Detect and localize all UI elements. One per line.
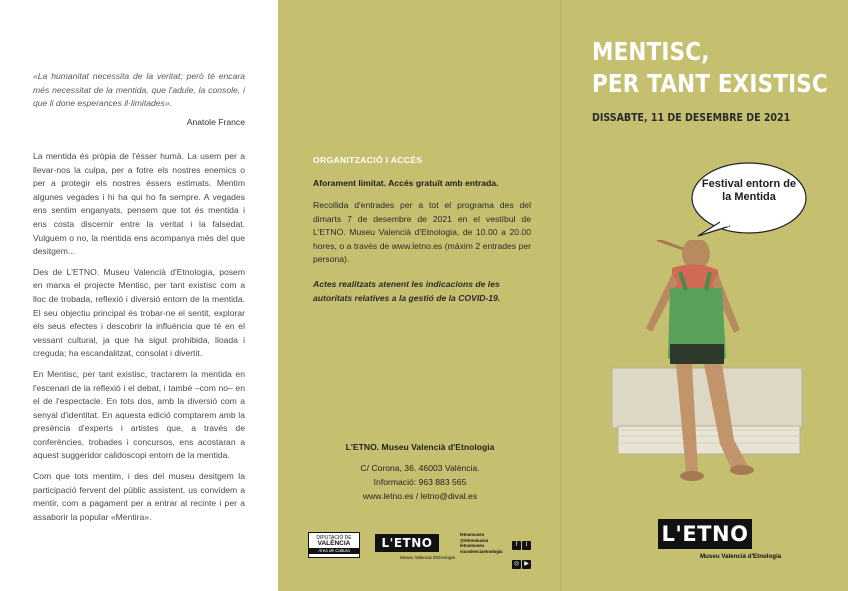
- museum-web-email: www.letno.es / letno@dival.es: [362, 491, 478, 501]
- quote-author: Anatole France: [186, 117, 245, 127]
- diputacio-line1: DIPUTACIÓ DE: [316, 535, 352, 541]
- page-title: [592, 36, 828, 100]
- diputacio-area: Àrea de Cultura: [309, 548, 359, 554]
- paragraph-4: Com que tots mentim, i des del museu desitgem la participació fervent del públic assistent, us convidem a mentir, com a pagament per a entrar al recinte i per a assaborir la popular «Mentira».: [33, 471, 245, 522]
- instagram-icon[interactable]: ◎: [513, 561, 520, 567]
- pinocchio-figure: [600, 240, 815, 495]
- facebook-icon[interactable]: f: [512, 541, 521, 550]
- epigraph-quote: «La humanitat necessita de la veritat; però té encara més necessitat de la mentida, que l'adule, la console, i que li done esperances il·limitades».: [33, 71, 245, 108]
- etno-logo: L'ETNO: [658, 519, 752, 549]
- event-date: DISSABTE, 11 DE DESEMBRE DE 2021: [592, 111, 791, 124]
- diputacio-logo: [308, 532, 360, 558]
- social-icons: [512, 533, 536, 571]
- fold-line: [560, 0, 561, 591]
- etno-logo-subtitle: Museu Valencià d'Etnologia: [700, 553, 782, 560]
- museum-phone: Informació: 963 883 565: [373, 477, 467, 487]
- social-handles: letnomuseu @letnomuseu letnomuseu muvalenciaetnologia: [460, 532, 503, 554]
- paragraph-3: En Mentisc, per tant existisc, tractarem la mentida en l'escenari de la reflexió i el debat, i també –com no– en el de l'espectacle. En tots dos, amb la diversió com a senyal d'identitat. En aquesta edició comptarem amb la presència d'experts i artistes que, a través de conferències, trobades i concursos, ens acostaran a aquest suggeridor calidoscopi entorn de la mentida.: [33, 368, 245, 461]
- twitter-icon[interactable]: t: [522, 541, 531, 550]
- ticket-info: Recollida d'entrades per a tot el programa des del dimarts 7 de desembre de 2021 en el vestíbul de L'ETNO. Museu Valencià d'Etnologia, de 10.00 a 20.00 hores, o a través de www.letno.es (màxim 2 entrades per persona).: [313, 200, 531, 264]
- capacity-note: Aforament limitat. Accés gratuït amb entrada.: [313, 178, 499, 188]
- title-line-1: MENTISC,: [592, 37, 710, 66]
- organization-heading: ORGANITZACIÓ I ACCÉS: [313, 155, 423, 165]
- paragraph-2: Des de L'ETNO. Museu Valencià d'Etnologia, posem en marxa el projecte Mentisc, per tant existisc com a lloc de trobada, reflexió i diversió entorn de la mentida. El seu objectiu principal és trobar-ne el sentit, explorar els seus efectes i descobrir la influència que té en el vessant cultural, ja que ha sigut prohibida, lloada i creguda; ha escandalitzat, consolat i divertit.: [33, 266, 245, 359]
- museum-address: C/ Corona, 36. 46003 València.: [360, 463, 480, 473]
- museum-name: L'ETNO. Museu Valencià d'Etnologia: [345, 442, 495, 452]
- covid-note: Actes realitzats atenent les indicacions de les autoritats relatives a la gestió de la COVID-19.: [313, 279, 501, 303]
- diputacio-line2: VALÈNCIA: [317, 540, 351, 547]
- bubble-text: Festival entorn de la Mentida: [701, 178, 797, 203]
- paragraph-1: La mentida és pròpia de l'ésser humà. La usem per a llevar-nos la culpa, per a fotre els nostres enemics o per a protegir els nostres éssers estimats. Mentim algunes vegades i hi ha qui ho fa sempre. A vegades ens sentim enganyats, pensem que tot és mentida i ens costa discernir entre la veritat i la falsedat. Vulguem o no, la mentida ens acompanya més del que desitgem...: [33, 151, 245, 257]
- intro-text: [33, 150, 245, 531]
- title-line-2: PER TANT EXISTISC: [592, 69, 828, 98]
- etno-logo-small-subtitle: Museu Valencià d'Etnologia: [400, 555, 456, 560]
- youtube-icon[interactable]: ▶: [522, 560, 531, 569]
- etno-logo-small: L'ETNO: [375, 534, 439, 552]
